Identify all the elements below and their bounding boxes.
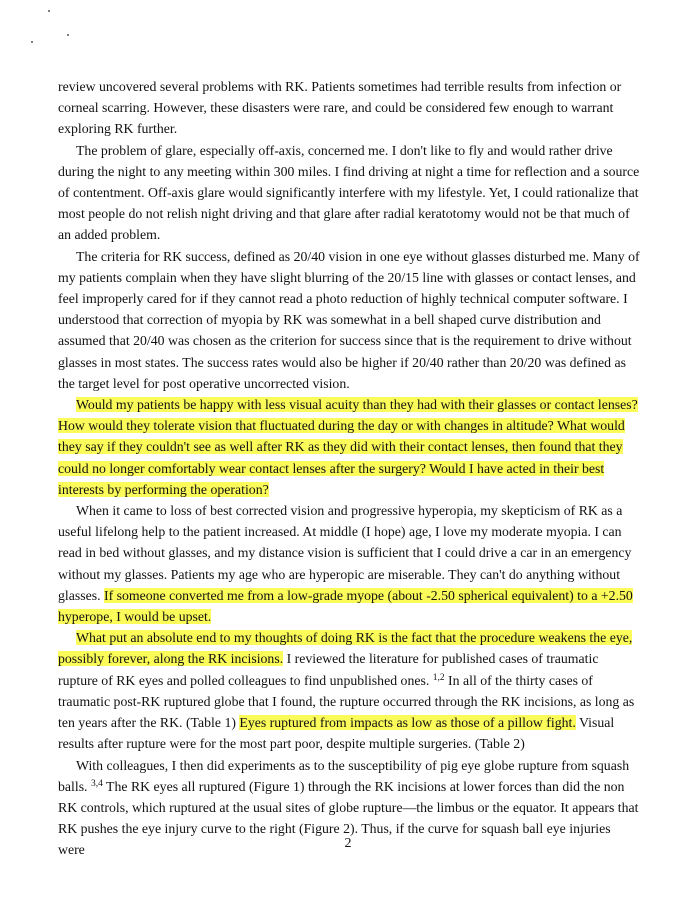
paragraph-text: When it came to loss of best corrected vision and progressive hyperopia, my skepticism of RK as a useful lifelong help to the patient increased. At middle (I hope) age, I love my moderate myopia. I can read in bed without glasses, and my distance vision is sufficient that I could drive a car in an emergency without my glasses. Patients my age who are hyperopic are miserable. They can't do anything without glasses. [58, 503, 632, 603]
scan-speck [31, 41, 33, 43]
paragraph-text: I reviewed the literature for published cases of traumatic rupture of RK eyes and polled colleagues to find unpublished ones. [58, 651, 599, 688]
paragraph [58, 394, 640, 500]
citation-superscript: 1,2 [432, 672, 445, 683]
scan-speck [67, 34, 69, 36]
paragraph [58, 500, 640, 627]
paragraph-text: Visual results after rupture were for the most part poor, despite multiple surgeries. (Table 2) [58, 715, 615, 752]
document-body [58, 76, 640, 861]
paragraph-text: The RK eyes all ruptured (Figure 1) through the RK incisions at lower forces than did the non RK controls, which ruptured at the usual sites of globe rupture—the limbus or the equator. It appears that RK pushes the eye injury curve to the right (Figure 2). Thus, if the curve for squash ball eye injuries were [58, 778, 639, 858]
citation-superscript: 3,4 [90, 778, 103, 789]
highlighted-text: Would my patients be happy with less visual acuity than they had with their glasses or contact lenses? How would they tolerate vision that fluctuated during the day or with changes in altitude? What would they say if they couldn't see as well after RK as they did with their contact lenses, then found that they could no longer comfortably wear contact lenses after the surgery? Would I have acted in their best interests by performing the operation? [58, 397, 638, 497]
scan-speck [48, 10, 50, 12]
paragraph-text: review uncovered several problems with RK. Patients sometimes had terrible results from infection or corneal scarring. However, these disasters were rare, and could be considered few enough to warrant exploring RK further. [58, 79, 622, 137]
paragraph-text: In all of the thirty cases of traumatic post-RK ruptured globe that I found, the rupture occurred through the RK incisions, as long as ten years after the RK. (Table 1) [58, 672, 635, 731]
page-number: 2 [344, 836, 352, 851]
highlighted-text: Eyes ruptured from impacts as low as those of a pillow fight. [239, 715, 576, 731]
paragraph-text: The problem of glare, especially off-axis, concerned me. I don't like to fly and would rather drive during the night to any meeting within 300 miles. I find driving at night a time for reflection and a source of contentment. Off-axis glare would significantly interfere with my lifestyle. Yet, I could rationalize that most people do not relish night driving and that glare after radial keratotomy would not be that much of an added problem. [58, 142, 640, 243]
paragraph [58, 76, 640, 140]
paragraph-text: The criteria for RK success, defined as 20/40 vision in one eye without glasses disturbed me. Many of my patients complain when they have slight blurring of the 20/15 line with glasses or contact lenses, and feel improperly cared for if they cannot read a photo reduction of highly technical computer software. I understood that correction of myopia by RK was somewhat in a bell shaped curve distribution and assumed that 20/40 was chosen as the criterion for success since that is the requirement to drive without glasses in most states. The success rates would also be higher if 20/40 rather than 20/20 was defined as the target level for post operative uncorrected vision. [58, 248, 640, 391]
paragraph [58, 627, 640, 754]
highlighted-text: If someone converted me from a low-grade myope (about -2.50 spherical equivalent) to a +2.50 hyperope, I would be upset. [58, 587, 633, 625]
highlighted-text: What put an absolute end to my thoughts of doing RK is the fact that the procedure weakens the eye, possibly forever, along the RK incisions. [58, 630, 633, 667]
paragraph-text: With colleagues, I then did experiments as to the susceptibility of pig eye globe rupture from squash balls. [58, 757, 630, 794]
paragraph [58, 140, 640, 246]
paragraph [58, 246, 640, 394]
